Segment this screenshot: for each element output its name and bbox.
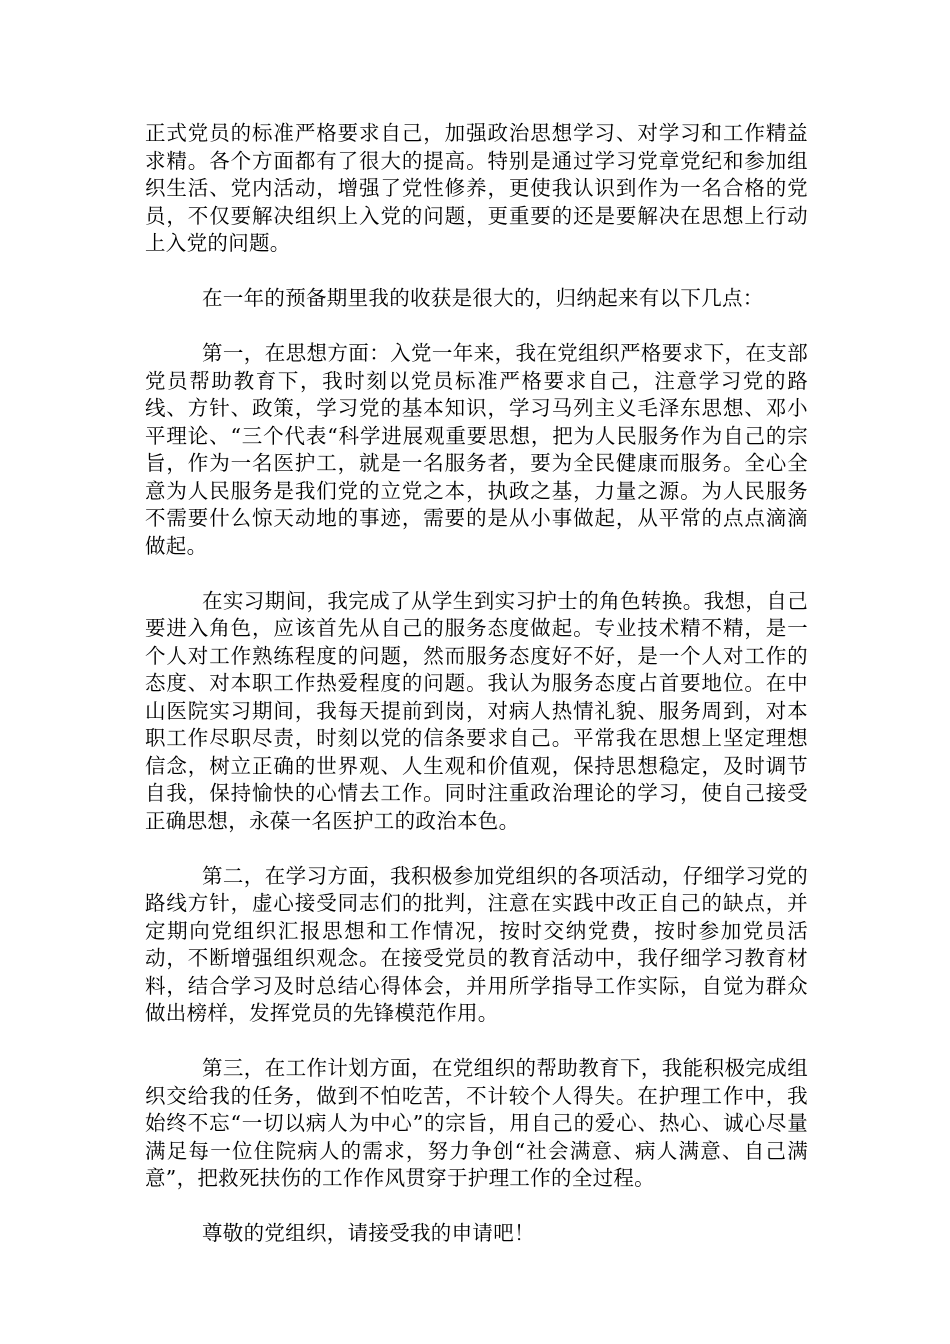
- paragraph-third-work: 第三，在工作计划方面，在党组织的帮助教育下，我能积极完成组织交给我的任务，做到不怕吃苦，不计较个人得失。在护理工作中，我始终不忘“一切以病人为中心”的宗旨，用自己的爱心、热心、诚心尽量满足每一位住院病人的需求，努力争创“社会满意、病人满意、自己满意”，把救死扶伤的工作作风贯穿于护理工作的全过程。: [145, 1056, 808, 1190]
- paragraph-first-thought: 第一，在思想方面：入党一年来，我在党组织严格要求下，在支部党员帮助教育下，我时刻以党员标准严格要求自己，注意学习党的路线、方针、政策，学习党的基本知识，学习马列主义毛泽东思想、邓小平理论、“三个代表“科学进展观重要思想，把为人民服务作为自己的宗旨，作为一名医护工，就是一名服务者，要为全民健康而服务。全心全意为人民服务是我们党的立党之本，执政之基，力量之源。为人民服务不需要什么惊天动地的事迹，需要的是从小事做起，从平常的点点滴滴做起。: [145, 341, 808, 558]
- paragraph-closing: 尊敬的党组织，请接受我的申请吧！: [202, 1221, 535, 1245]
- paragraph-harvest-intro: 在一年的预备期里我的收获是很大的，归纳起来有以下几点：: [202, 286, 764, 310]
- paragraph-second-study: 第二，在学习方面，我积极参加党组织的各项活动，仔细学习党的路线方针，虚心接受同志们的批判，注意在实践中改正自己的缺点，并定期向党组织汇报思想和工作情况，按时交纳党费，按时参加党员活动，不断增强组织观念。在接受党员的教育活动中，我仔细学习教育材料，结合学习及时总结心得体会，并用所学指导工作实际，自觉为群众做出榜样，发挥党员的先锋模范作用。: [145, 863, 808, 1025]
- document-page: [145, 120, 808, 1248]
- paragraph-internship: 在实习期间，我完成了从学生到实习护士的角色转换。我想，自己要进入角色，应该首先从自己的服务态度做起。专业技术精不精，是一个人对工作熟练程度的问题，然而服务态度好不好，是一个人对工作的态度、对本职工作热爱程度的问题。我认为服务态度占首要地位。在中山医院实习期间，我每天提前到岗，对病人热情礼貌、服务周到，对本职工作尽职尽责，时刻以党的信条要求自己。平常我在思想上坚定理想信念，树立正确的世界观、人生观和价值观，保持思想稳定，及时调节自我，保持愉快的心情去工作。同时注重政治理论的学习，使自己接受正确思想，永葆一名医护工的政治本色。: [145, 588, 808, 833]
- paragraph-continuation: 正式党员的标准严格要求自己，加强政治思想学习、对学习和工作精益求精。各个方面都有了很大的提高。特别是通过学习党章党纪和参加组织生活、党内活动，增强了党性修养，更使我认识到作为一名合格的党员，不仅要解决组织上入党的问题，更重要的还是要解决在思想上行动上入党的问题。: [145, 121, 808, 255]
